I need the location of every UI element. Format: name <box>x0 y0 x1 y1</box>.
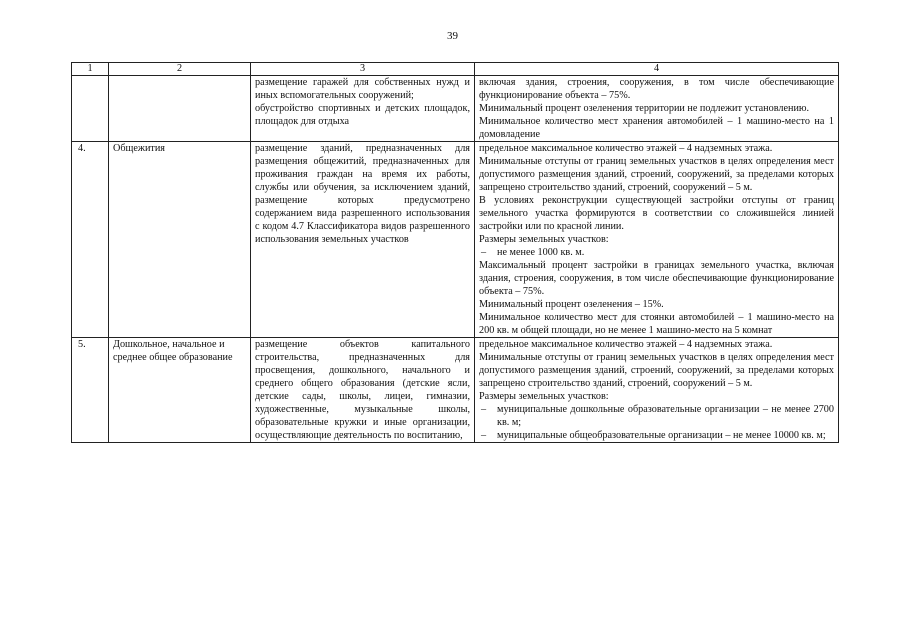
column-header: 2 <box>109 63 251 76</box>
row-number <box>72 76 109 142</box>
params-text: Размеры земельных участков: <box>479 391 609 402</box>
params-text: Минимальное количество мест хранения автомобилей – 1 машино-место на 1 домовладение <box>479 116 834 140</box>
bullet-text: муниципальные дошкольные образовательные организации – не менее 2700 кв. м; <box>497 404 834 428</box>
params-text: Размеры земельных участков: <box>479 234 609 245</box>
dash-icon: – <box>481 404 487 415</box>
uses-text: размещение объектов капитального строительства, предназначенных для просвещения, дошкольного, начального и среднего общего образования (детские ясли, детские сады, школы, лицеи, гимназии, художественные, музыкальные школы, образовательные кружки и иные организации, осуществляющие деятельность по воспитанию, <box>255 339 470 441</box>
params-text: Минимальные отступы от границ земельных участков в целях определения мест допустимого размещения зданий, строений, сооружений, за пределами которых запрещено строительство зданий, строений, сооружений – 5 м. <box>479 156 834 193</box>
row-uses <box>251 338 475 443</box>
table-row <box>72 76 839 142</box>
params-bullet <box>479 429 834 442</box>
row-params <box>475 338 839 443</box>
params-text: предельное максимальное количество этажей – 4 надземных этажа. <box>479 339 773 350</box>
table-row <box>72 142 839 338</box>
row-number: 5. <box>72 338 109 443</box>
params-text: Минимальные отступы от границ земельных участков в целях определения мест допустимого размещения зданий, строений, сооружений, за пределами которых запрещено строительство зданий, строений, сооружений – 5 м. <box>479 352 834 389</box>
row-name <box>109 76 251 142</box>
params-text: Минимальный процент озеленения территории не подлежит установлению. <box>479 103 810 114</box>
uses-text: размещение зданий, предназначенных для размещения общежитий, предназначенных для проживания граждан на время их работы, службы или обучения, за исключением зданий, размещение которых предусмотрено содержанием вида разрешенного использования с кодом 4.7 Классификатора видов разрешенного использования земельных участков <box>255 143 470 245</box>
params-text: включая здания, строения, сооружения, в том числе обеспечивающие функционирование объекта – 75%. <box>479 77 834 101</box>
params-text: Максимальный процент застройки в границах земельного участка, включая здания, строения, сооружения, в том числе обеспечивающие функционирование объекта – 75%. <box>479 260 834 297</box>
row-uses <box>251 142 475 338</box>
params-text: Минимальное количество мест для стоянки автомобилей – 1 машино-место на 200 кв. м общей площади, но не менее 1 машино-место на 5 комнат <box>479 312 834 336</box>
row-name: Дошкольное, начальное и среднее общее образование <box>109 338 251 443</box>
row-params <box>475 76 839 142</box>
column-header: 4 <box>475 63 839 76</box>
uses-text: обустройство спортивных и детских площадок, площадок для отдыха <box>255 103 470 127</box>
column-header: 3 <box>251 63 475 76</box>
uses-text: размещение гаражей для собственных нужд и иных вспомогательных сооружений; <box>255 77 470 101</box>
dash-icon: – <box>481 430 487 441</box>
column-header: 1 <box>72 63 109 76</box>
row-params <box>475 142 839 338</box>
bullet-text: не менее 1000 кв. м. <box>497 247 585 258</box>
table-header-row <box>72 63 839 76</box>
regulations-table <box>71 62 839 443</box>
params-text: Минимальный процент озеленения – 15%. <box>479 299 664 310</box>
params-bullet <box>479 403 834 429</box>
dash-icon: – <box>481 247 487 258</box>
params-text: предельное максимальное количество этажей – 4 надземных этажа. <box>479 143 773 154</box>
params-text: В условиях реконструкции существующей застройки отступы от границ земельного участка формируются в соответствии со сложившейся линией застройки или по красной линии. <box>479 195 834 232</box>
bullet-text: муниципальные общеобразовательные организации – не менее 10000 кв. м; <box>497 430 826 441</box>
params-bullet <box>479 246 834 259</box>
table-row <box>72 338 839 443</box>
row-number: 4. <box>72 142 109 338</box>
row-name: Общежития <box>109 142 251 338</box>
page-number: 39 <box>447 30 458 42</box>
row-uses <box>251 76 475 142</box>
